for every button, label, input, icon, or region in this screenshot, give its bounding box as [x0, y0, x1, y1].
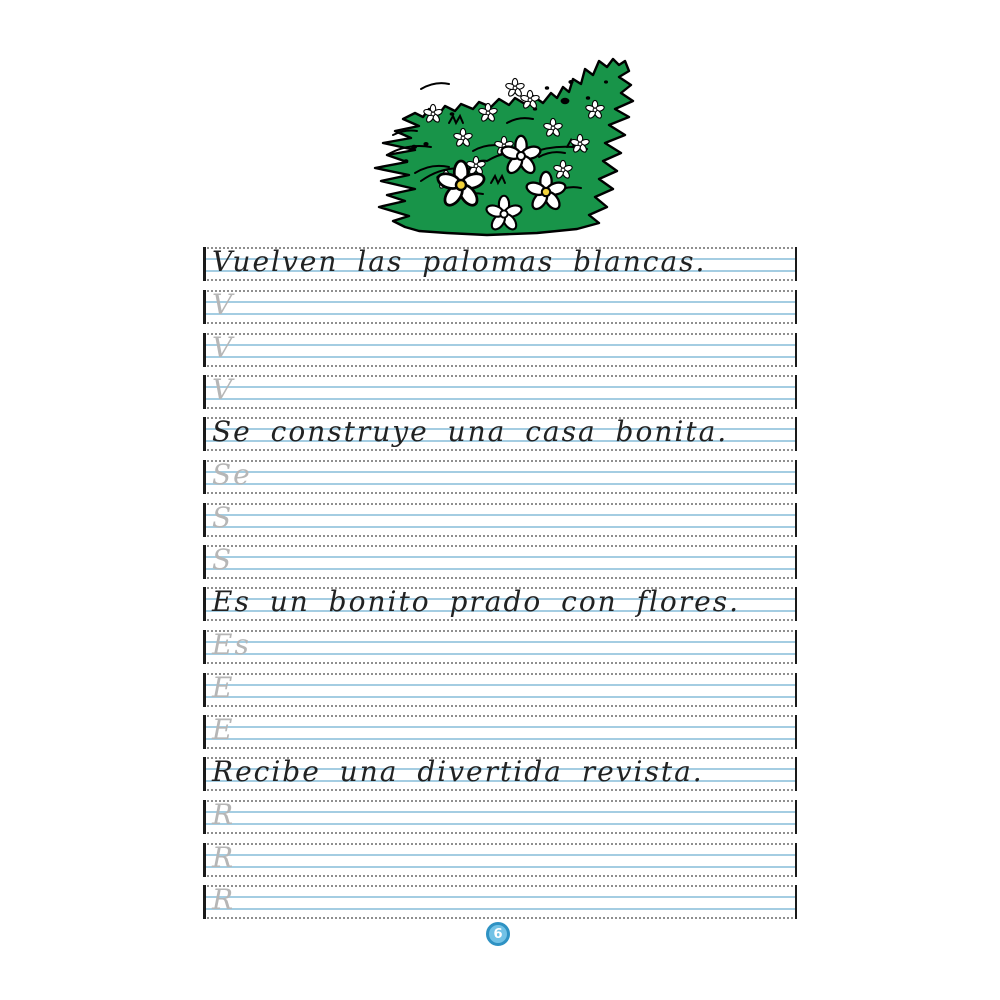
line-start-mark — [203, 375, 206, 409]
trace-letter: Se — [212, 458, 252, 491]
line-start-mark — [203, 247, 206, 281]
line-start-mark — [203, 587, 206, 621]
line-end-mark — [795, 417, 797, 451]
guide-line — [204, 726, 796, 728]
practice-line — [203, 503, 797, 537]
practice-line — [203, 375, 797, 409]
guide-line — [204, 313, 796, 315]
line-end-mark — [795, 757, 797, 791]
guide-line — [204, 344, 796, 346]
trace-letter: E — [212, 713, 235, 746]
practice-line — [203, 460, 797, 494]
guide-line — [204, 568, 796, 570]
guide-line — [204, 696, 796, 698]
line-end-mark — [795, 333, 797, 367]
trace-letter: V — [212, 331, 235, 364]
guide-line — [204, 556, 796, 558]
line-start-mark — [203, 460, 206, 494]
line-end-mark — [795, 885, 797, 919]
model-sentence-4: Recibe una divertida revista. — [212, 755, 704, 788]
model-sentence-3: Es un bonito prado con flores. — [212, 585, 741, 618]
guide-line — [204, 386, 796, 388]
guide-line — [204, 653, 796, 655]
practice-line — [203, 545, 797, 579]
line-start-mark — [203, 503, 206, 537]
line-end-mark — [795, 247, 797, 281]
guide-line — [204, 854, 796, 856]
line-start-mark — [203, 673, 206, 707]
guide-line — [204, 526, 796, 528]
line-start-mark — [203, 885, 206, 919]
guide-line — [204, 896, 796, 898]
line-end-mark — [795, 503, 797, 537]
line-start-mark — [203, 545, 206, 579]
line-end-mark — [795, 715, 797, 749]
line-end-mark — [795, 800, 797, 834]
trace-letter: S — [212, 543, 234, 576]
model-sentence-2: Se construye una casa bonita. — [212, 415, 729, 448]
guide-line — [204, 356, 796, 358]
line-end-mark — [795, 587, 797, 621]
line-end-mark — [795, 545, 797, 579]
meadow-illustration — [357, 51, 653, 237]
model-sentence-1: Vuelven las palomas blancas. — [212, 245, 707, 278]
trace-letter: R — [212, 841, 236, 874]
practice-line — [203, 885, 797, 919]
line-start-mark — [203, 417, 206, 451]
guide-line — [204, 398, 796, 400]
line-end-mark — [795, 673, 797, 707]
trace-letter: S — [212, 501, 234, 534]
practice-line — [203, 673, 797, 707]
trace-letter: E — [212, 671, 235, 704]
line-start-mark — [203, 333, 206, 367]
practice-line — [203, 800, 797, 834]
page-number-badge — [486, 922, 510, 946]
line-start-mark — [203, 800, 206, 834]
model-line-3 — [203, 587, 797, 621]
model-line-1 — [203, 247, 797, 281]
line-end-mark — [795, 460, 797, 494]
model-line-4 — [203, 757, 797, 791]
guide-line — [204, 811, 796, 813]
line-start-mark — [203, 715, 206, 749]
practice-line — [203, 333, 797, 367]
line-end-mark — [795, 290, 797, 324]
trace-letter: R — [212, 883, 236, 916]
line-end-mark — [795, 843, 797, 877]
model-line-2 — [203, 417, 797, 451]
guide-line — [204, 684, 796, 686]
guide-line — [204, 471, 796, 473]
guide-line — [204, 908, 796, 910]
trace-letter: Es — [212, 628, 251, 661]
guide-line — [204, 866, 796, 868]
guide-line — [204, 641, 796, 643]
guide-line — [204, 823, 796, 825]
guide-line — [204, 301, 796, 303]
line-start-mark — [203, 757, 206, 791]
line-start-mark — [203, 630, 206, 664]
practice-line — [203, 630, 797, 664]
trace-letter: R — [212, 798, 236, 831]
line-end-mark — [795, 375, 797, 409]
guide-line — [204, 483, 796, 485]
practice-line — [203, 290, 797, 324]
trace-letter: V — [212, 288, 235, 321]
guide-line — [204, 738, 796, 740]
trace-letter: V — [212, 373, 235, 406]
practice-line — [203, 715, 797, 749]
line-end-mark — [795, 630, 797, 664]
guide-line — [204, 514, 796, 516]
line-start-mark — [203, 843, 206, 877]
line-start-mark — [203, 290, 206, 324]
practice-line — [203, 843, 797, 877]
page-number: 6 — [493, 926, 503, 942]
